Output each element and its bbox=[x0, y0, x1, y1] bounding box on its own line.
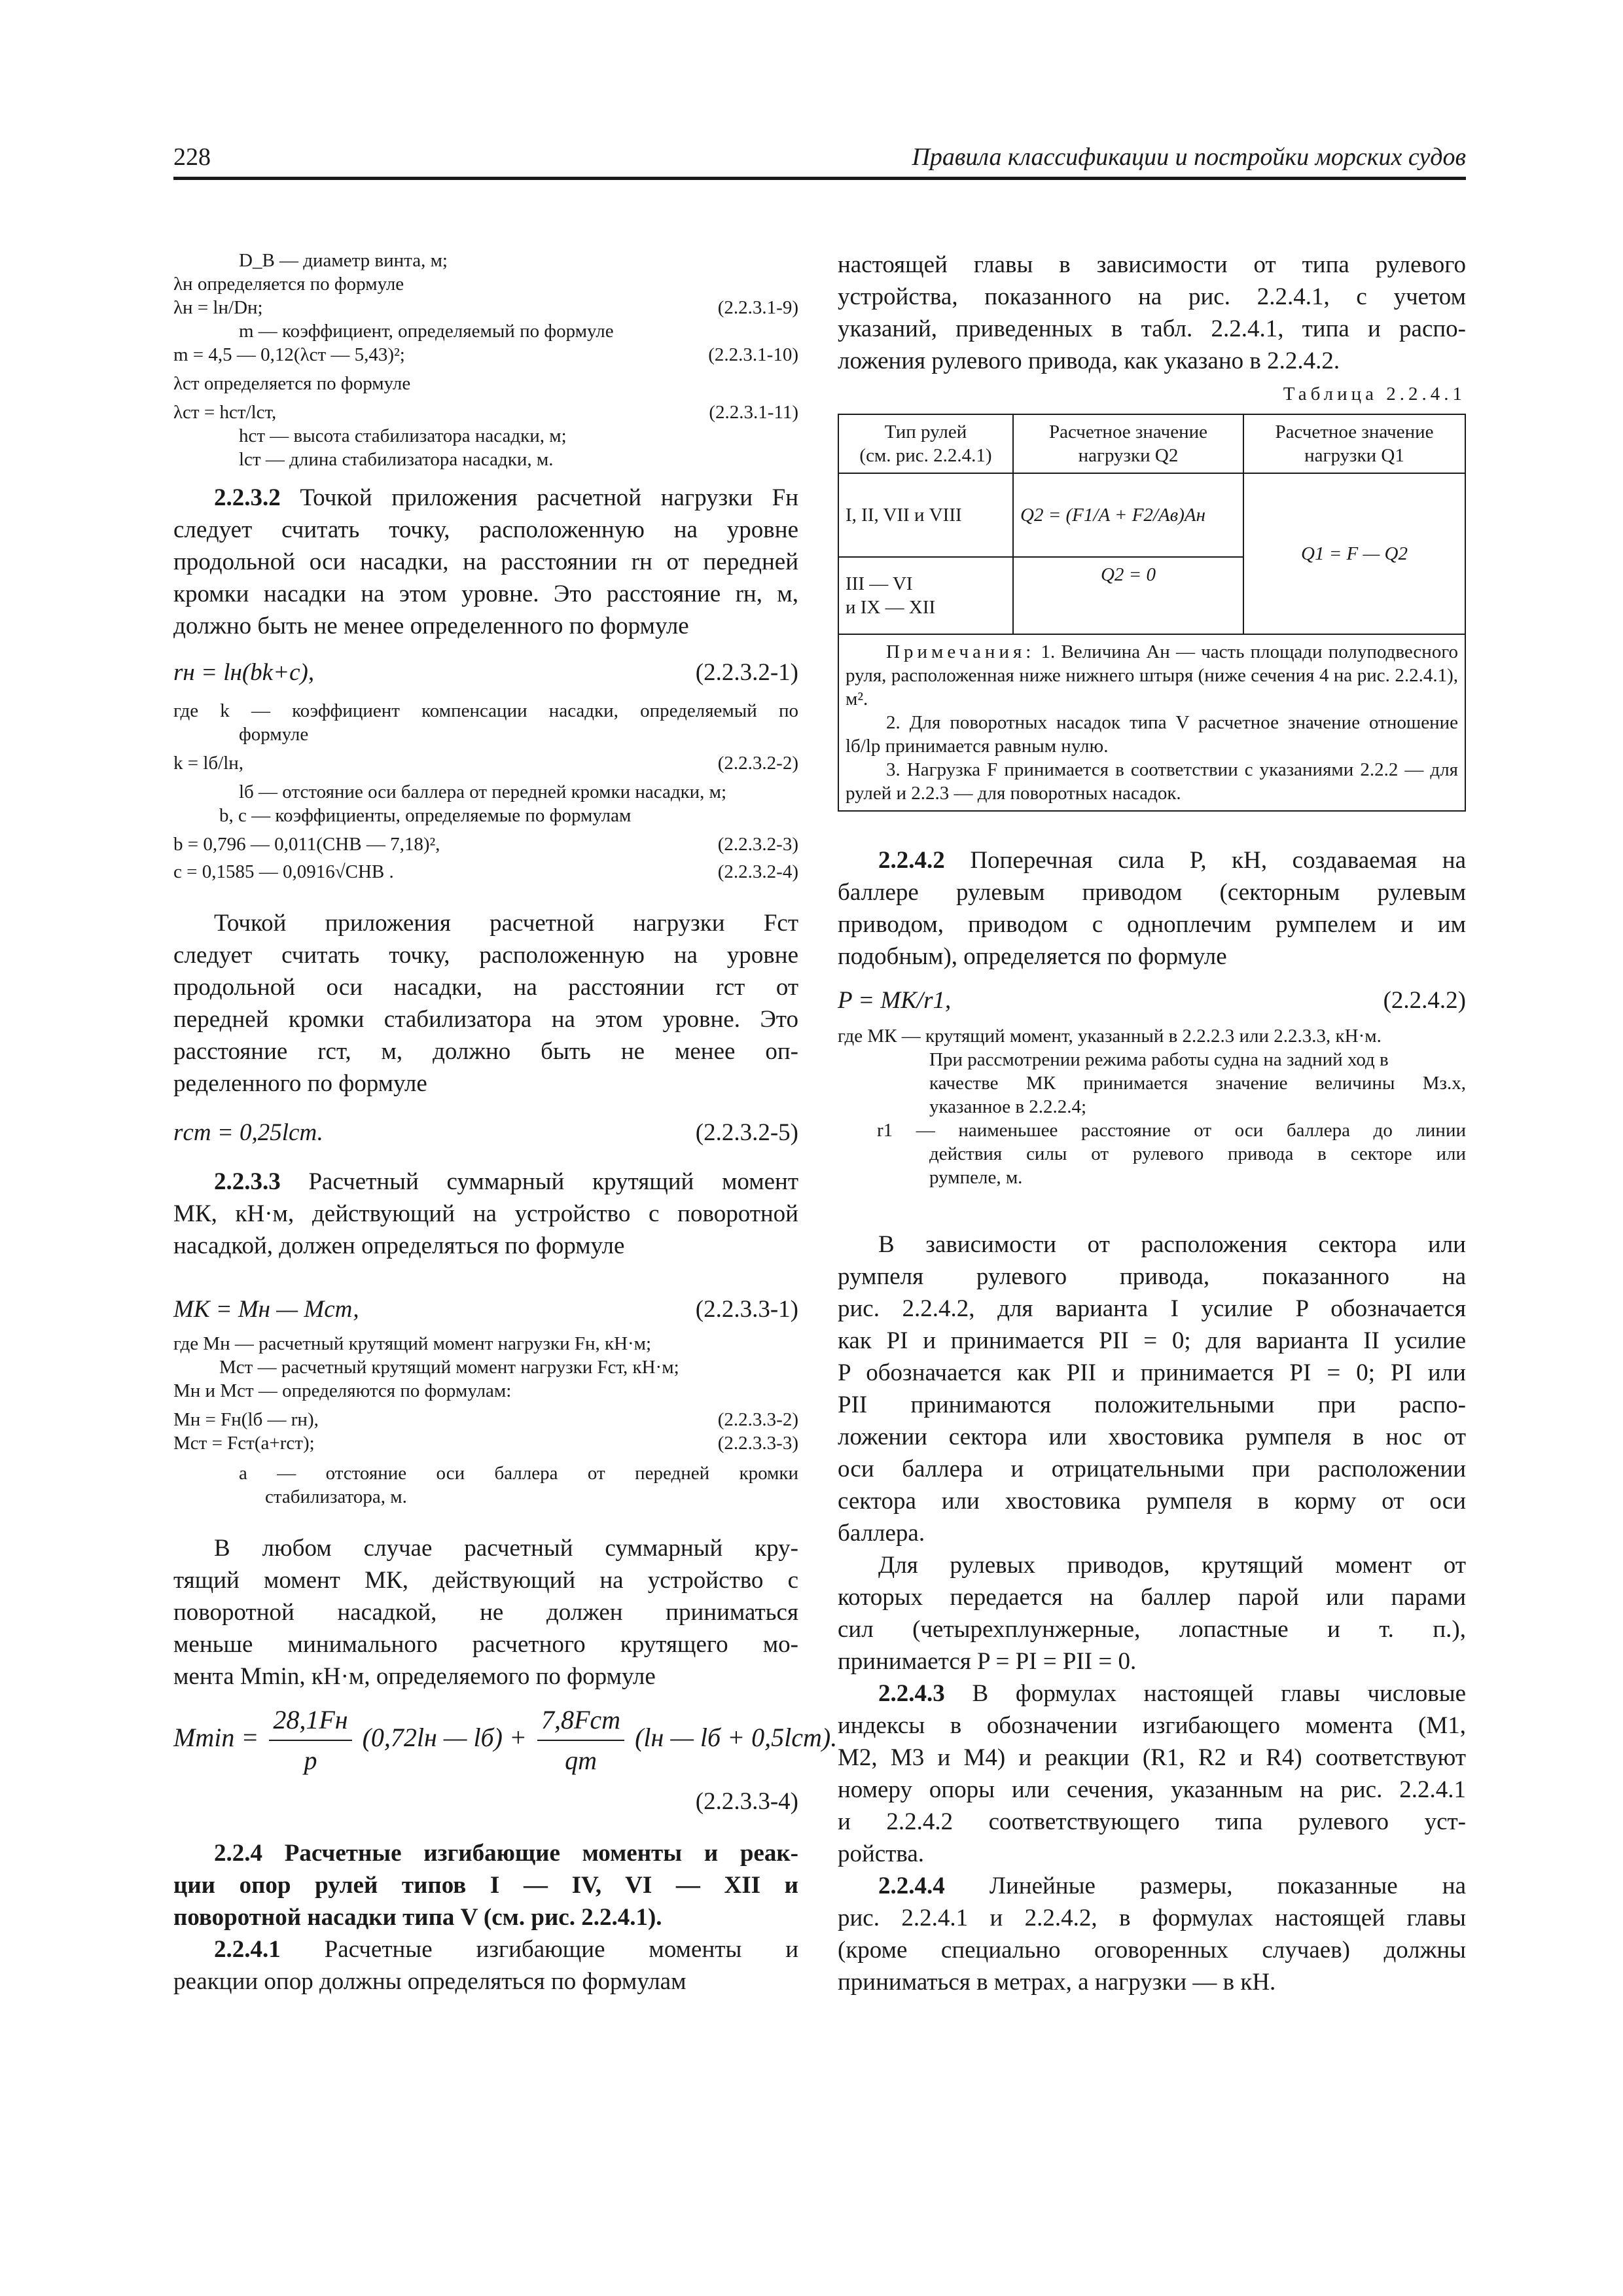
paragraph-drives: Для рулевых приводов, крутящий момент от которых передается на баллер парой или парами сил (четырехплунжерные, лопастные и т. п.), принимается P = PI = PII = 0. bbox=[838, 1552, 1466, 1675]
table-header-cell: Расчетное значение нагрузки Q1 bbox=[1243, 414, 1465, 473]
paragraph-2-2-4-4: 2.2.4.4 Линейные размеры, показанные на рис. 2.2.4.1 и 2.2.4.2, в формулах настоящей главы (кроме специально оговоренных случаев) должны приниматься в метрах, а нагрузки — в кН. bbox=[838, 1873, 1466, 1996]
table-header-cell: Расчетное значение нагрузки Q2 bbox=[1013, 414, 1243, 473]
def-line: a — отстояние оси баллера от передней кромки bbox=[239, 1463, 798, 1484]
table-header-cell: Тип рулей (см. рис. 2.2.4.1) bbox=[838, 414, 1013, 473]
running-title: Правила классификации и постройки морских судов bbox=[912, 143, 1466, 171]
table-2-2-4-1 bbox=[838, 414, 1466, 812]
table-notes-row bbox=[838, 634, 1465, 811]
paragraph-2-2-4-2: 2.2.4.2 Поперечная сила P, кН, создаваемая на баллере рулевым приводом (секторным рулевым приводом, приводом с одноплечим румпелем и им подобным), определяется по формуле bbox=[838, 847, 1466, 970]
def-line: lб — отстояние оси баллера от передней кромки насадки, м; bbox=[239, 781, 727, 802]
equation: P = MК/r1, (2.2.4.2) bbox=[838, 987, 1466, 1014]
table-cell: Q1 = F — Q2 bbox=[1243, 473, 1465, 634]
left-column bbox=[173, 249, 838, 1998]
def-line: λст определяется по формуле bbox=[173, 373, 411, 394]
paragraph-intro: настоящей главы в зависимости от типа рулевого устройства, показанного на рис. 2.2.4.1, с учетом указаний, приведенных в табл. 2.2.4.1, типа и распо- ложения рулевого привода, как указано в 2.2.4.2. bbox=[838, 251, 1466, 374]
equation: b = 0,796 — 0,011(CНВ — 7,18)², (2.2.3.2-3) bbox=[173, 834, 798, 855]
def-line: λн определяется по формуле bbox=[173, 274, 404, 295]
def-line: где Mн — расчетный крутящий момент нагрузки Fн, кН·м; bbox=[173, 1333, 652, 1354]
paragraph-2-2-3-2: 2.2.3.2 Точкой приложения расчетной нагрузки Fн следует считать точку, расположенную на уровне продольной оси насадки, на расстоянии rн от передней кромки насадки на этом уровне. Это расстояние rн, м, должно быть не менее определенного по формуле bbox=[173, 484, 799, 639]
equation: m = 4,5 — 0,12(λст — 5,43)²; (2.2.3.1-10) bbox=[173, 344, 798, 365]
def-line: Mст — расчетный крутящий момент нагрузки Fст, кН·м; bbox=[219, 1357, 679, 1378]
table-notes: Примечания: 1. Величина Aн — часть площади полуподвесного руля, расположенная ниже нижнего штыря (ниже сечения 4 на рис. 2.2.4.1), м². 2. Для поворотных насадок типа V расчетное значение отношение lб/lр принимается равным нулю. 3. Нагрузка F принимается в соответствии с указаниями 2.2.2 — для рулей и 2.2.3 — для поворотных насадок. bbox=[838, 634, 1465, 811]
def-line: D_В — диаметр винта, м; bbox=[239, 250, 448, 271]
equation: rн = lн(bk+c), (2.2.3.2-1) bbox=[173, 659, 798, 686]
paragraph-2-2-4-1: 2.2.4.1 Расчетные изгибающие моменты и реакции опор должны определяться по формулам bbox=[173, 1936, 798, 1995]
table-cell: Q2 = (F1/A + F2/Aв)Aн bbox=[1013, 473, 1243, 557]
def-line: lст — длина стабилизатора насадки, м. bbox=[239, 449, 554, 470]
paragraph-2-2-3-3: 2.2.3.3 Расчетный суммарный крутящий момент MК, кН·м, действующий на устройство с поворотной насадкой, должен определяться по формуле bbox=[173, 1168, 799, 1259]
paragraph-sector: В зависимости от расположения сектора или румпеля рулевого привода, показанного на рис. 2.2.4.2, для варианта I усилие P обозначается как PI и принимается PII = 0; для варианта II усилие P обозначается как PII и принимается PI = 0; PI или PII принимаются положительными при распо- ложении сектора или хвостовика румпеля в нос от оси баллера и отрицательными при расположении сектора или хвостовика румпеля в корму от оси баллера. bbox=[838, 1231, 1466, 1547]
mk-definitions: где MК — крутящий момент, указанный в 2.2.2.3 или 2.2.3.3, кН·м. При рассмотрении режима работы судна на задний ход в качестве MК принимается значение величины Mз.х, указанное в 2.2.2.4; r1 — наименьшее расстояние от оси баллера до линии действия силы от рулевого привода в секторе или румпеле, м. bbox=[838, 1026, 1466, 1188]
heading-2-2-4: 2.2.4 Расчетные изгибающие моменты и реак- ции опор рулей типов I — IV, VI — XII и поворотной насадки типа V (см. рис. 2.2.4.1). bbox=[173, 1840, 798, 1931]
table-cell: III — VI и IX — XII bbox=[838, 557, 1013, 634]
def-line: Mн и Mст — определяются по формулам: bbox=[173, 1380, 512, 1401]
page-header bbox=[173, 143, 1466, 182]
right-column bbox=[838, 249, 1466, 1998]
def-line: формуле bbox=[239, 724, 309, 745]
equation: λст = hст/lст, (2.2.3.1-11) bbox=[173, 402, 798, 423]
equation-mmin: Mmin = $\frac{28,1Fн}{p}$ (0,72lн — lб) + $\frac{\text{7,8Fст}}{qm}$ (lн — lб + 0,5lст). bbox=[173, 1700, 798, 1780]
equation: MК = Mн — Mст, (2.2.3.3-1) bbox=[173, 1296, 798, 1323]
paragraph-2-2-4-3: 2.2.4.3 В формулах настоящей главы числовые индексы в обозначении изгибающего момента (M1, M2, M3 и M4) и реакции (R1, R2 и R4) соответствуют номеру опоры или сечения, указанным на рис. 2.2.4.1 и 2.2.4.2 соответствующего типа рулевого уст- ройства. bbox=[838, 1680, 1467, 1867]
def-line: где k — коэффициент компенсации насадки, определяемый по bbox=[173, 700, 798, 721]
table-cell: Q2 = 0 bbox=[1013, 557, 1243, 634]
paragraph-mmin: В любом случае расчетный суммарный кру- тящий момент MК, действующий на устройство с поворотной насадкой, не должен приниматься меньше минимального расчетного крутящего мо- мента Mmin, кН·м, определяемого по формуле bbox=[173, 1535, 798, 1690]
equation: λн = lн/Dн; (2.2.3.1-9) bbox=[173, 297, 798, 318]
table-caption: Таблица 2.2.4.1 bbox=[1283, 384, 1466, 404]
equation-number: (2.2.3.3-4) bbox=[695, 1788, 798, 1815]
def-line: b, c — коэффициенты, определяемые по формулам bbox=[219, 805, 632, 826]
equation: Mст = Fст(a+rст); (2.2.3.3-3) bbox=[173, 1433, 798, 1454]
table-row bbox=[838, 473, 1465, 557]
equation: Mн = Fн(lб — rн), (2.2.3.3-2) bbox=[173, 1409, 798, 1430]
def-line: hст — высота стабилизатора насадки, м; bbox=[239, 425, 567, 446]
def-line: стабилизатора, м. bbox=[265, 1486, 407, 1507]
paragraph-fst: Точкой приложения расчетной нагрузки Fст следует считать точку, расположенную на уровне продольной оси насадки, на расстоянии rст от передней кромки стабилизатора на этом уровне. Это расстояние rст, м, должно быть не менее оп- ределенного по формуле bbox=[173, 910, 798, 1097]
equation: rст = 0,25lст. (2.2.3.2-5) bbox=[173, 1119, 798, 1146]
def-line: m — коэффициент, определяемый по формуле bbox=[239, 321, 614, 342]
table-header-row bbox=[838, 414, 1465, 473]
equation: k = lб/lн, (2.2.3.2-2) bbox=[173, 753, 798, 774]
equation: c = 0,1585 — 0,0916√CНВ . (2.2.3.2-4) bbox=[173, 861, 798, 882]
table-cell: I, II, VII и VIII bbox=[838, 473, 1013, 557]
page-number: 228 bbox=[173, 143, 211, 171]
header-rule bbox=[173, 177, 1466, 180]
